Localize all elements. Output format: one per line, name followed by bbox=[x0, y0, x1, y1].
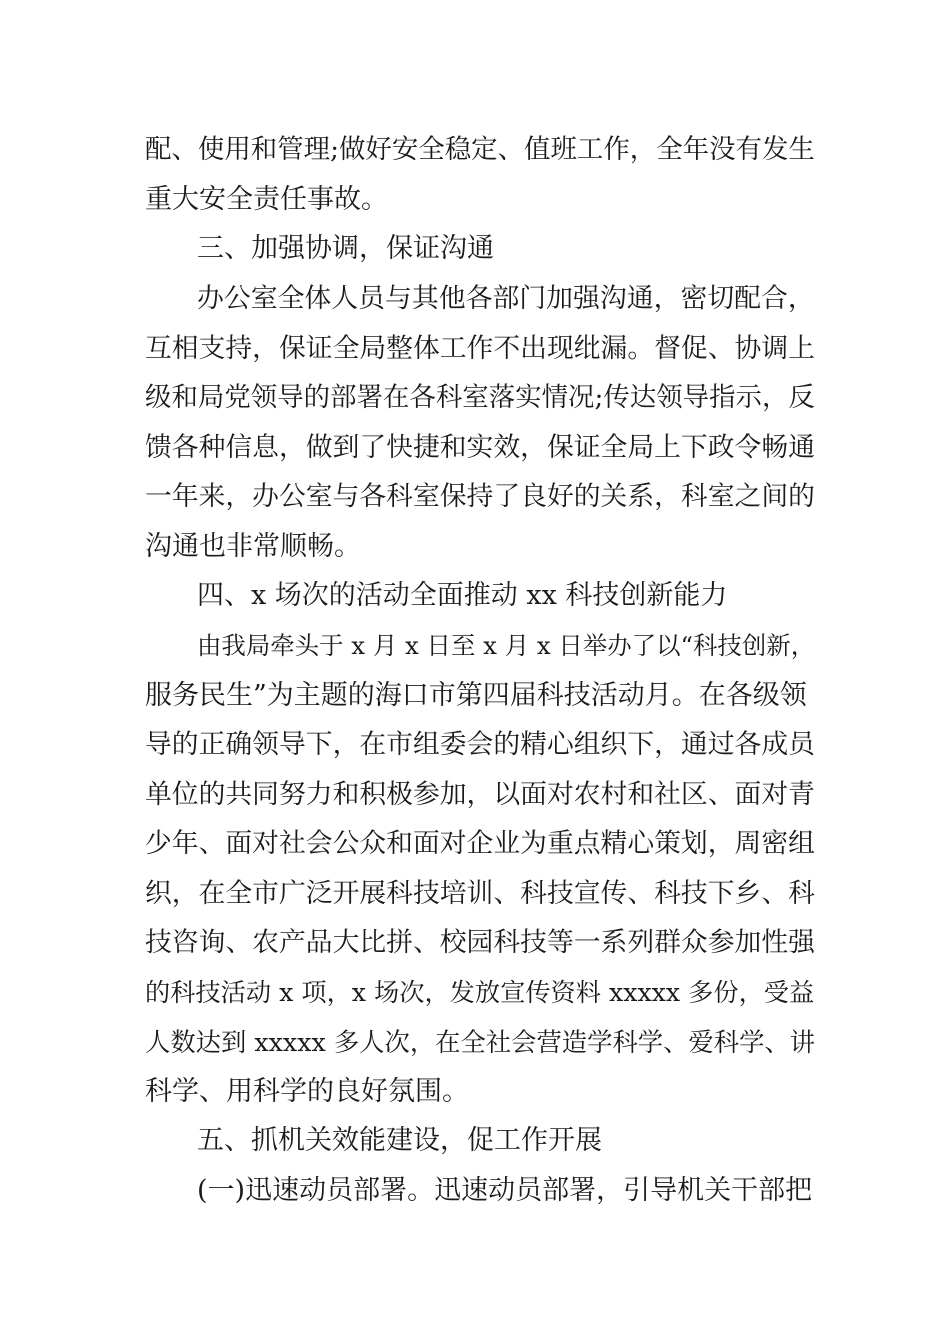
text-line: 人数达到 xxxxx 多人次，在全社会营造学科学、爱科学、讲 bbox=[145, 1027, 816, 1057]
section-heading: 三、加强协调，保证沟通 bbox=[197, 233, 494, 264]
text-line: 重大安全责任事故。 bbox=[145, 184, 388, 215]
text-line: 技咨询、农产品大比拼、校园科技等一系列群众参加性强 bbox=[145, 927, 815, 958]
text-line: 少年、面对社会公众和面对企业为重点精心策划，周密组 bbox=[145, 828, 815, 859]
text-line: 服务民生”为主题的海口市第四届科技活动月。在各级领 bbox=[145, 680, 807, 711]
text-line: 配、使用和管理;做好安全稳定、值班工作，全年没有发生 bbox=[145, 134, 815, 165]
text-line: 由我局牵头于 x 月 x 日至 x 月 x 日举办了以“科技创新， bbox=[197, 631, 816, 660]
text-line: 的科技活动 x 项，x 场次，发放宣传资料 xxxxx 多份，受益 bbox=[145, 978, 815, 1007]
text-line: 导的正确领导下，在市组委会的精心组织下，通过各成员 bbox=[145, 729, 815, 760]
text-line: 单位的共同努力和积极参加，以面对农村和社区、面对青 bbox=[145, 779, 815, 810]
text-line: 馈各种信息，做到了快捷和实效，保证全局上下政令畅通 bbox=[145, 432, 815, 463]
text-line: 科学、用科学的良好氛围。 bbox=[145, 1076, 469, 1107]
section-heading: 四、x 场次的活动全面推动 xx 科技创新能力 bbox=[197, 580, 728, 611]
text-line: 沟通也非常顺畅。 bbox=[145, 531, 361, 562]
text-line: 办公室全体人员与其他各部门加强沟通，密切配合， bbox=[197, 283, 815, 314]
text-line: 织，在全市广泛开展科技培训、科技宣传、科技下乡、科 bbox=[145, 878, 815, 909]
text-line: 一年来，办公室与各科室保持了良好的关系，科室之间的 bbox=[145, 481, 815, 512]
text-line: 互相支持，保证全局整体工作不出现纰漏。督促、协调上 bbox=[145, 333, 815, 364]
text-line: (一)迅速动员部署。迅速动员部署，引导机关干部把 bbox=[197, 1175, 813, 1206]
text-line: 级和局党领导的部署在各科室落实情况;传达领导指示，反 bbox=[145, 382, 815, 413]
section-heading: 五、抓机关效能建设，促工作开展 bbox=[197, 1125, 602, 1156]
